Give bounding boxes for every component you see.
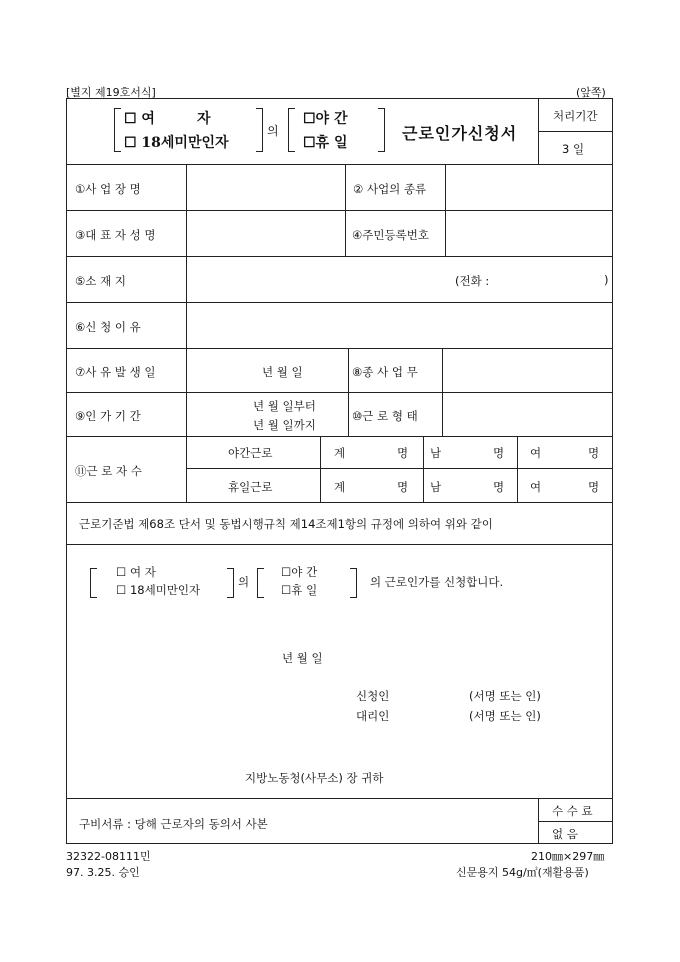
stmt-apply-text: 의 근로인가를 신청합니다. — [370, 575, 504, 589]
workers-night-label: 야간근로 — [228, 446, 273, 460]
title-bracket-left-1 — [114, 108, 121, 152]
label-worker-count: ⑪근 로 자 수 — [75, 464, 142, 478]
address-phone-close: ) — [604, 273, 609, 287]
title-option-women: ☐ 여 자 — [124, 111, 211, 127]
form-number: [별지 제19호서식] — [66, 86, 156, 99]
title-bracket-right-1 — [256, 108, 263, 152]
permit-period-from: 년 월 일부터 — [253, 399, 316, 413]
label-job-duty: ⑧종 사 업 무 — [352, 365, 418, 379]
law-statement: 근로기준법 제68조 단서 및 동법시행규칙 제14조제1항의 규정에 의하여 위와 같이 — [79, 517, 493, 531]
workers-holiday-label: 휴일근로 — [228, 480, 273, 494]
processing-period-value: 3 일 — [562, 142, 585, 156]
label-address: ⑤소 재 지 — [75, 274, 126, 288]
required-documents: 구비서류 : 당해 근로자의 동의서 사본 — [79, 817, 268, 831]
paper-spec: 신문용지 54g/㎡(재활용품) — [456, 866, 589, 879]
title-option-minor: ☐ 18세미만인자 — [124, 135, 229, 151]
label-business-name: ①사 업 장 명 — [75, 182, 141, 196]
application-date: 년 월 일 — [282, 651, 323, 665]
page-side-label: (앞쪽) — [576, 86, 606, 99]
processing-period-label: 처리기간 — [553, 109, 598, 123]
stmt-option-minor: ☐ 18세미만인자 — [116, 583, 201, 597]
workers-night-male: 남 — [430, 446, 442, 460]
permit-period-to: 년 월 일까지 — [253, 418, 316, 432]
title-option-night: ☐야 간 — [303, 111, 348, 127]
workers-holiday-total-unit: 명 — [397, 480, 409, 494]
title-option-holiday: ☐휴 일 — [303, 135, 348, 151]
label-reason: ⑥신 청 이 유 — [75, 320, 141, 334]
workers-night-female-unit: 명 — [588, 446, 600, 460]
form-code: 32322-08111민 — [66, 850, 151, 863]
workers-night-male-unit: 명 — [493, 446, 505, 460]
fee-value: 없 음 — [552, 827, 578, 841]
title-of: 의 — [267, 124, 279, 138]
stmt-of: 의 — [238, 575, 250, 589]
occurrence-date-value: 년 월 일 — [262, 365, 303, 379]
label-permit-period: ⑨인 가 기 간 — [75, 409, 141, 423]
label-business-type: ② 사업의 종류 — [353, 182, 427, 196]
label-occurrence-date: ⑦사 유 발 생 일 — [75, 365, 156, 379]
applicant-sign: (서명 또는 인) — [469, 689, 541, 703]
workers-night-total: 계 — [334, 446, 346, 460]
workers-holiday-male: 남 — [430, 480, 442, 494]
stmt-bracket-right-1 — [227, 568, 234, 598]
stmt-option-night: ☐야 간 — [281, 565, 318, 579]
stmt-option-holiday: ☐휴 일 — [281, 583, 318, 597]
workers-night-total-unit: 명 — [397, 446, 409, 460]
agent-sign: (서명 또는 인) — [469, 709, 541, 723]
stmt-bracket-right-2 — [350, 568, 357, 598]
recipient: 지방노동청(사무소) 장 귀하 — [245, 771, 384, 785]
fee-label: 수 수 료 — [552, 804, 593, 818]
workers-holiday-total: 계 — [334, 480, 346, 494]
workers-holiday-male-unit: 명 — [493, 480, 505, 494]
label-representative: ③대 표 자 성 명 — [75, 228, 156, 242]
title-bracket-left-2 — [288, 108, 295, 152]
approval-date: 97. 3.25. 승인 — [66, 866, 140, 879]
form-title: 근로인가신청서 — [402, 124, 518, 143]
paper-size: 210㎜×297㎜ — [531, 850, 605, 863]
label-work-type: ⑩근 로 형 태 — [352, 409, 418, 423]
workers-holiday-female-unit: 명 — [588, 480, 600, 494]
agent-label: 대리인 — [356, 709, 390, 723]
address-phone: (전화 : — [455, 274, 490, 288]
workers-holiday-female: 여 — [530, 480, 542, 494]
stmt-bracket-left-2 — [257, 568, 264, 598]
title-bracket-right-2 — [378, 108, 385, 152]
applicant-label: 신청인 — [356, 689, 390, 703]
stmt-option-women: ☐ 여 자 — [116, 565, 156, 579]
stmt-bracket-left-1 — [90, 568, 97, 598]
workers-night-female: 여 — [530, 446, 542, 460]
label-resident-number: ④주민등록번호 — [352, 228, 429, 242]
